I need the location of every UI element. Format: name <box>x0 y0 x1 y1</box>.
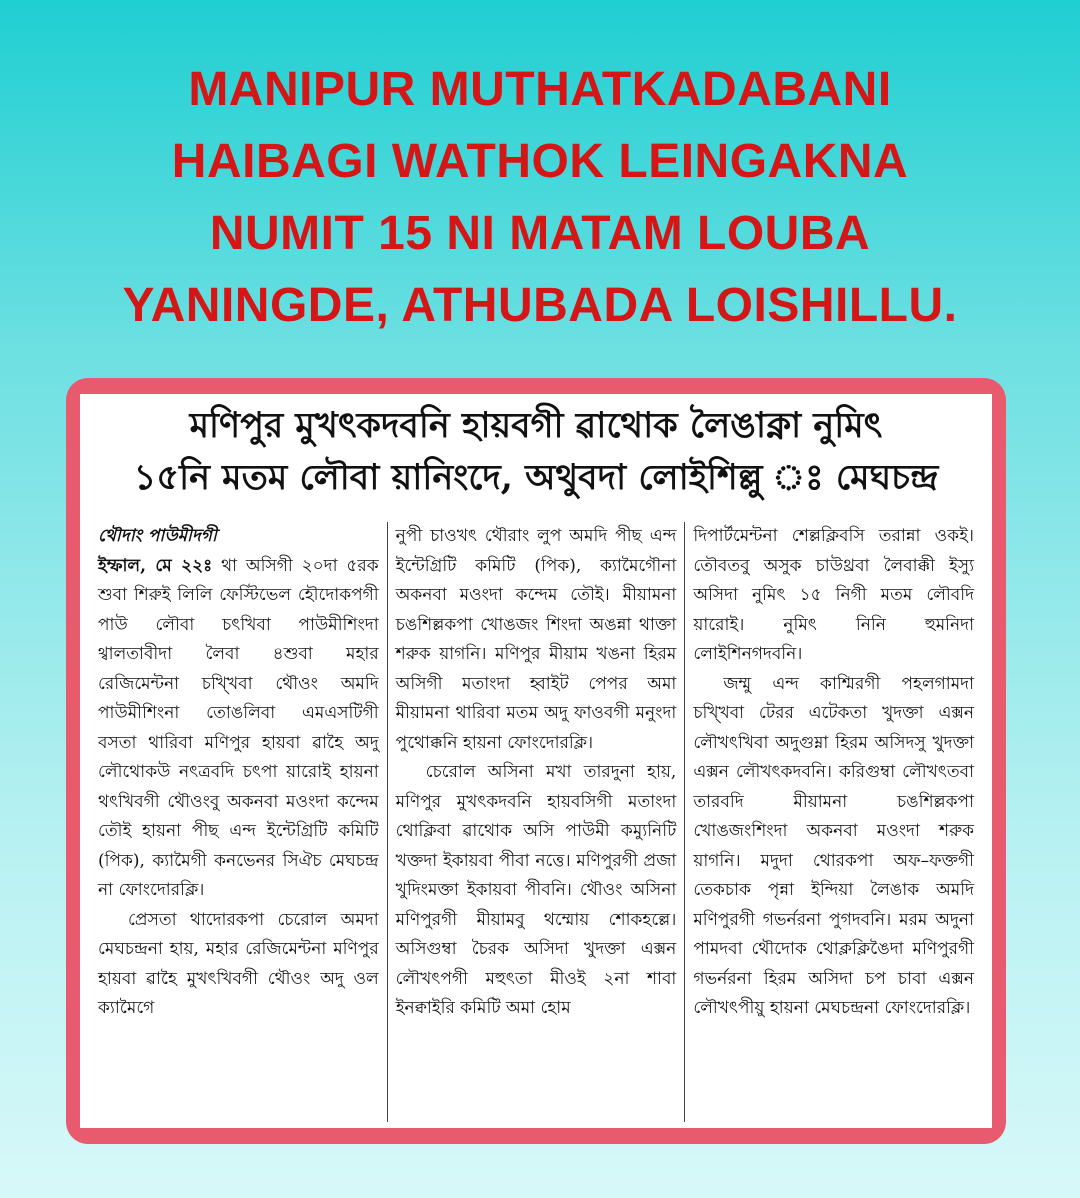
article-column-3 <box>684 522 982 1122</box>
dateline: ইম্ফাল, মে ২২ঃ <box>98 555 213 576</box>
paragraph-text: থা অসিগী ২০দা ৫রক শুবা শিরুই লিলি ফেস্টিভেল হৌদোকপগী পাউ লৌবা চৎখিবা পাউমীশিংদা থ্বালতাবীদা লৈবা ৪শুবা মহার রেজিমেন্টনা চখ্খিবা থৌওং অমদি পাউমীশিংনা তোঙলিবা এমএসটিগী বসতা থারিবা মণিপুর হায়বা ৱাহৈ অদু লৌথোকউ নৎত্রবদি চৎপা য়ারোই হায়না থৎখিবগী থৌওংবু অকনবা মওংদা কন্দেম তৌই হায়না পীছ এন্দ ইন্টেগ্রিটি কমিটি (পিক), ক্যামৈগী কনভেনর সিঐচ মেঘচন্দ্র না ফোংদোরক্লি। <box>98 555 379 900</box>
news-clipping-frame <box>66 378 1006 1144</box>
headline-line-4: YANINGDE, ATHUBADA LOISHILLU. <box>122 279 958 332</box>
headline-line-2: HAIBAGI WATHOK LEINGAKNA <box>171 135 909 188</box>
article-column-2 <box>387 522 685 1122</box>
clipping-title-line-2: ১৫নি মতম লৌবা য়ানিংদে, অথুবদা লোইশিল্লু ঃ মেঘচন্দ্র <box>133 457 939 498</box>
clipping-title <box>80 394 992 504</box>
clipping-title-line-1: মণিপুর মুখৎকদবনি হায়বগী ৱাথোক লৈঙাক্না নুমিৎ <box>189 405 883 446</box>
article-paragraph: চেরোল অসিনা মখা তারদুনা হায়, মণিপুর মুখৎকদবনি হায়বসিগী মতাংদা থোক্লিবা ৱাথোক অসি পাউমী কম্যুনিটি খক্তদা ইকায়বা পীবা নত্তে। মণিপুরগী প্রজা খুদিংমক্তা ইকায়বা পীবনি। থৌওং অসিনা মণিপুরগী মীয়ামবু থম্মোয় শোকহল্লে। অসিগুম্বা চৈরক অসিদা খুদক্তা এক্সন লৌখৎপগী মহুৎতা মীওই ২না শাবা ইনক্বাইরি কমিটি অমা হোম <box>395 762 677 1018</box>
article-paragraph: জম্মু এন্দ কাশ্মিরগী পহলগামদা চখ্খিবা টেরর এটেকতা খুদক্তা এক্সন লৌখৎখিবা অদুগুম্না হিরম অসিদসু খুদক্তা এক্সন লৌখৎকদবনি। করিগুম্বা লৌখৎতবা তারবদি মীয়ামনা চঙশিল্লকপা খোঙজংশিংদা অকনবা মওংদা শরুক য়াগনি। মদুদা থোরকপা অফ–ফক্তগী তেকচাক পৃন্না ইন্দিয়া লৈঙাক অমদি মণিপুরগী গভর্নরনা পুগদবনি। মরম অদুনা পামদবা থৌদোক থোক্লক্লিঙৈদা মণিপুরগী গভর্নরনা হিরম অসিদা চপ চাবা এক্সন লৌখৎপীয়ু হায়না মেঘচন্দ্রনা ফোংদোরক্লি। <box>693 673 975 1018</box>
headline <box>20 54 1060 342</box>
article-columns <box>90 522 982 1122</box>
byline: থৌদাং পাউমীদগী <box>98 526 217 546</box>
article-paragraph <box>98 552 379 906</box>
article-paragraph: প্রেসতা থাদোরকপা চেরোল অমদা মেঘচন্দ্রনা হায়, মহার রেজিমেন্টনা মণিপুর হায়বা ৱাহৈ মুখৎখিবগী থৌওং অদু ওল ক্যামৈগে <box>98 909 379 1018</box>
news-clipping <box>80 394 992 1128</box>
article-paragraph: নুপী চাওখৎ থৌরাং লুপ অমদি পীছ এন্দ ইন্টেগ্রিটি কমিটি (পিক), ক্যামৈগৌনা অকনবা মওংদা কন্দেম তৌই। মীয়ামনা চঙশিল্লকপা খোঙজং শিংদা অঙন্না থাক্তা শরুক য়াগনি। মণিপুর মীয়াম খঙনা হিরম অসিগী মতাংদা হ্বাইট পেপর অমা মীয়ামনা থারিবা মতম অদু ফাওবগী মনুংদা পুথোক্কনি হায়না ফোংদোরক্লি। <box>395 526 677 753</box>
article-column-1 <box>90 522 387 1122</box>
headline-line-1: MANIPUR MUTHATKADABANI <box>188 63 892 116</box>
article-paragraph: দিপার্টমেন্টনা শেল্লক্লিবসি তরান্না ওকই। তৌবতবু অসুক চাউথ্রবা লৈবাক্কী ইস্যু অসিদা নুমিৎ ১৫ নিগী মতম লৌবদি য়ারোই। নুমিৎ নিনি হুমনিদা লোইশিনগদবনি। <box>693 526 975 664</box>
headline-line-3: NUMIT 15 NI MATAM LOUBA <box>209 207 871 260</box>
